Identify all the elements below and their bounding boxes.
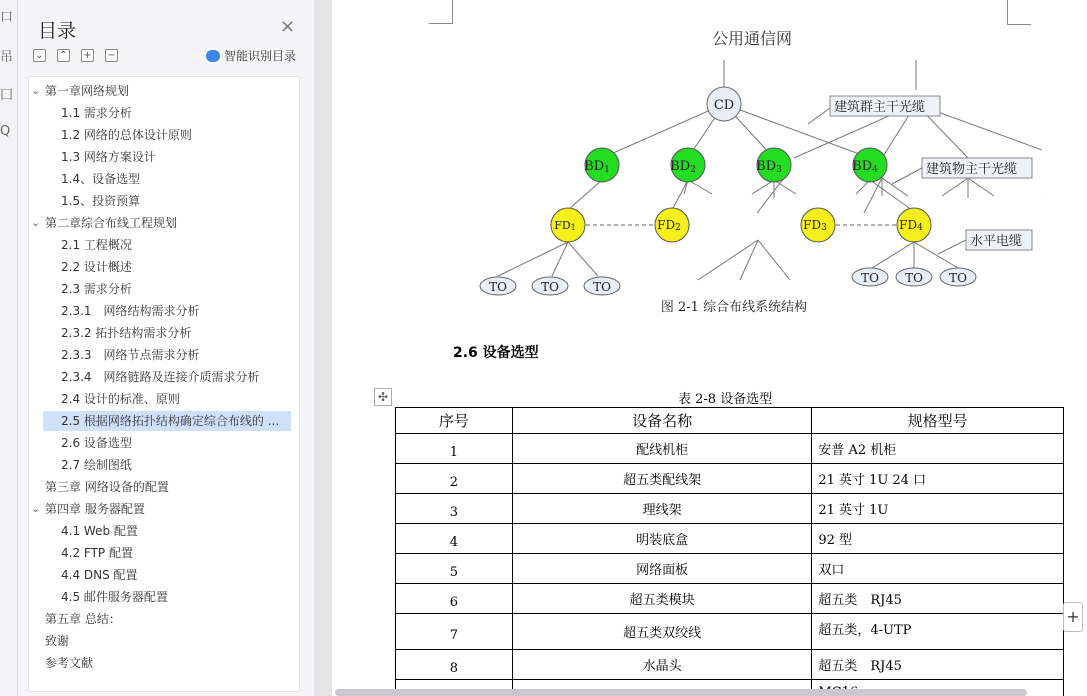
callout-campus-backbone: 建筑群主干光缆 bbox=[834, 100, 926, 115]
chevron-down-icon[interactable]: ⌄ bbox=[31, 84, 41, 97]
bd3-label: BD3 bbox=[756, 159, 782, 175]
device-name-cell: 配线机柜 bbox=[512, 434, 812, 464]
device-name-cell: 明装底盒 bbox=[512, 524, 812, 554]
figure-caption: 图 2-1 综合布线系统结构 bbox=[660, 300, 808, 315]
spec-cell: 21 英寸 1U bbox=[812, 494, 1064, 524]
row-number-cell: 3 bbox=[396, 494, 513, 524]
table-row bbox=[396, 554, 1064, 584]
to-label: TO bbox=[905, 271, 923, 285]
table-row bbox=[396, 584, 1064, 614]
toc-item[interactable]: 4.4 DNS 配置 bbox=[61, 568, 138, 582]
fd1-label: FD1 bbox=[554, 219, 576, 232]
add-column-button[interactable]: + bbox=[1063, 602, 1083, 632]
bookmark-icon[interactable]: 吊 bbox=[0, 50, 14, 65]
bd2-label: BD2 bbox=[670, 159, 696, 175]
col-header: 设备名称 bbox=[512, 408, 812, 434]
horizontal-scrollbar[interactable] bbox=[335, 689, 1027, 696]
to-label: TO bbox=[489, 280, 507, 294]
section-heading: 2.6 设备选型 bbox=[453, 345, 539, 361]
bd1-label: BD1 bbox=[584, 159, 610, 175]
toc-item[interactable]: 4.2 FTP 配置 bbox=[61, 546, 133, 560]
table-row bbox=[396, 434, 1064, 464]
toc-item[interactable]: 2.3.3 网络节点需求分析 bbox=[61, 348, 200, 362]
page-icon[interactable]: 囗 bbox=[0, 88, 14, 103]
document-page bbox=[332, 0, 1087, 696]
table-row bbox=[396, 464, 1064, 494]
gutter bbox=[314, 0, 332, 696]
fd4-label: FD4 bbox=[899, 218, 923, 233]
toc-item[interactable]: 第五章 总结： bbox=[45, 612, 121, 626]
toc-item[interactable]: 2.6 设备选型 bbox=[61, 436, 132, 450]
margin-corner-left bbox=[429, 0, 453, 24]
toc-item[interactable]: 第一章网络规划 bbox=[45, 84, 130, 98]
left-icon-strip bbox=[0, 0, 18, 696]
toc-title: 目录 bbox=[38, 20, 77, 42]
chevron-down-icon[interactable]: ⌄ bbox=[31, 502, 41, 515]
toc-item[interactable]: 2.3.2 拓扑结构需求分析 bbox=[61, 326, 192, 340]
toc-panel-icon[interactable]: 口 bbox=[0, 10, 14, 25]
row-number-cell: 8 bbox=[396, 650, 513, 680]
toc-item[interactable]: 参考文献 bbox=[45, 656, 94, 670]
table-row bbox=[396, 494, 1064, 524]
device-name-cell: 水晶头 bbox=[512, 650, 812, 680]
to-label: TO bbox=[949, 271, 967, 285]
fd3-label: FD3 bbox=[803, 218, 827, 233]
spec-cell: 超五类 RJ45 bbox=[812, 650, 1064, 680]
device-name-cell: 超五类双绞线 bbox=[512, 614, 812, 650]
cabling-diagram-overlay bbox=[472, 18, 1042, 318]
to-label: TO bbox=[861, 271, 879, 285]
toc-panel bbox=[18, 0, 314, 696]
spec-cell: 安普 A2 机柜 bbox=[812, 434, 1064, 464]
toc-item[interactable]: 2.4 设计的标准、原则 bbox=[61, 392, 180, 406]
close-icon[interactable]: × bbox=[280, 16, 296, 37]
callout-building-backbone: 建筑物主干光缆 bbox=[926, 162, 1018, 177]
device-name-cell: 理线架 bbox=[512, 494, 812, 524]
row-number-cell: 2 bbox=[396, 464, 513, 494]
diagram-title: 公用通信网 bbox=[711, 29, 793, 48]
toc-item[interactable]: 2.7 绘制图纸 bbox=[61, 458, 132, 472]
bd4-label: BD4 bbox=[852, 159, 878, 175]
device-name-cell: 网络面板 bbox=[512, 554, 812, 584]
toc-item[interactable]: 1.3 网络方案设计 bbox=[61, 150, 156, 164]
equipment-table bbox=[395, 407, 1064, 696]
toc-list bbox=[28, 76, 300, 692]
fd2-label: FD2 bbox=[657, 218, 681, 233]
table-header-row bbox=[396, 408, 1064, 434]
toc-item[interactable]: 4.1 Web 配置 bbox=[61, 524, 138, 538]
table-move-icon[interactable]: ✣ bbox=[374, 388, 392, 406]
table-row bbox=[396, 524, 1064, 554]
smart-cloud-icon bbox=[206, 50, 220, 62]
toc-item[interactable]: 第二章综合布线工程规划 bbox=[45, 216, 178, 230]
toc-item[interactable]: 2.5 根据网络拓扑结构确定综合布线的 ... bbox=[43, 411, 291, 431]
to-label: TO bbox=[541, 280, 559, 294]
spec-cell: 双口 bbox=[812, 554, 1064, 584]
toc-item[interactable]: 2.1 工程概况 bbox=[61, 238, 132, 252]
toc-item[interactable]: 2.3 需求分析 bbox=[61, 282, 132, 296]
toc-item[interactable]: 2.3.1 网络结构需求分析 bbox=[61, 304, 200, 318]
smart-recognize-label: 智能识别目录 bbox=[224, 49, 297, 63]
table-row bbox=[396, 614, 1064, 650]
toc-item[interactable]: 2.3.4 网络链路及连接介质需求分析 bbox=[61, 370, 260, 384]
row-number-cell: 7 bbox=[396, 614, 513, 650]
add-heading-icon[interactable]: + bbox=[81, 49, 94, 62]
toc-item[interactable]: 4.5 邮件服务器配置 bbox=[61, 590, 168, 604]
toc-item[interactable]: 1.1 需求分析 bbox=[61, 106, 132, 120]
toc-item[interactable]: 1.4、设备选型 bbox=[61, 172, 141, 186]
row-number-cell: 4 bbox=[396, 524, 513, 554]
spec-cell: 超五类 RJ45 bbox=[812, 584, 1064, 614]
device-name-cell: 超五类配线架 bbox=[512, 464, 812, 494]
toc-item[interactable]: 第三章 网络设备的配置 bbox=[45, 480, 169, 494]
spec-cell: 超五类，4-UTP bbox=[812, 614, 1064, 650]
table-caption: 表 2-8 设备选型 bbox=[678, 392, 773, 407]
spec-cell: 92 型 bbox=[812, 524, 1064, 554]
device-name-cell: 超五类模块 bbox=[512, 584, 812, 614]
callout-horizontal-cable: 水平电缆 bbox=[970, 234, 1023, 249]
toc-item[interactable]: 致谢 bbox=[45, 634, 70, 648]
smart-recognize-button[interactable] bbox=[206, 47, 296, 64]
spec-cell: 21 英寸 1U 24 口 bbox=[812, 464, 1064, 494]
remove-heading-icon[interactable]: − bbox=[105, 49, 118, 62]
to-label: TO bbox=[593, 280, 611, 294]
collapse-all-icon[interactable]: ⌄ bbox=[33, 49, 46, 62]
toc-item[interactable]: 2.2 设计概述 bbox=[61, 260, 132, 274]
row-number-cell: 5 bbox=[396, 554, 513, 584]
search-icon[interactable]: Q bbox=[0, 124, 11, 139]
toc-item[interactable]: 第四章 服务器配置 bbox=[45, 502, 145, 516]
chevron-down-icon[interactable]: ⌄ bbox=[31, 216, 41, 229]
toc-item[interactable]: 1.5、投资预算 bbox=[61, 194, 141, 208]
col-header: 序号 bbox=[396, 408, 513, 434]
expand-all-icon[interactable]: ⌃ bbox=[57, 49, 70, 62]
toc-item[interactable]: 1.2 网络的总体设计原则 bbox=[61, 128, 192, 142]
table-row bbox=[396, 650, 1064, 680]
col-header: 规格型号 bbox=[812, 408, 1064, 434]
row-number-cell: 6 bbox=[396, 584, 513, 614]
row-number-cell: 1 bbox=[396, 434, 513, 464]
cd-label: CD bbox=[713, 98, 735, 113]
